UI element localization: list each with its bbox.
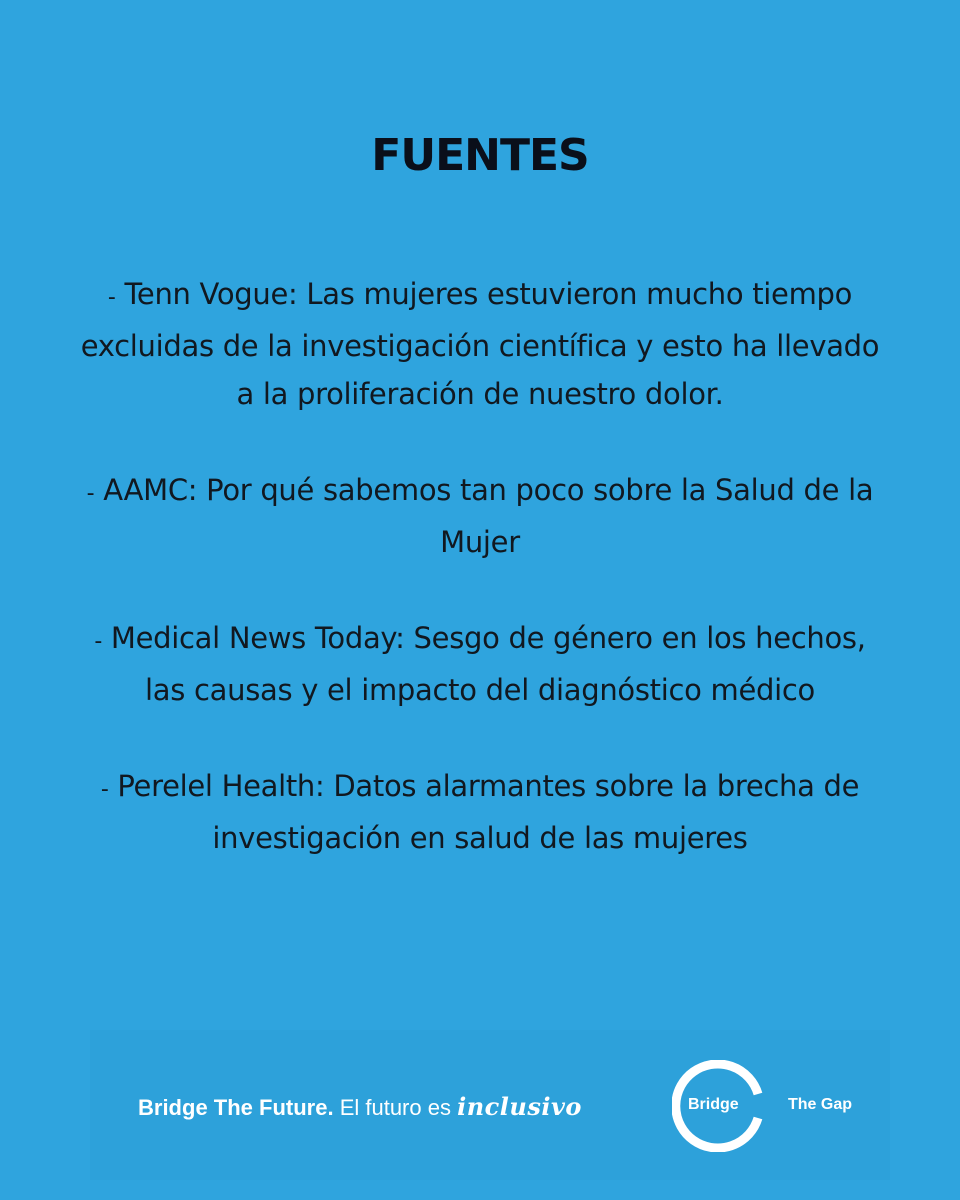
- source-dash: -: [100, 777, 109, 802]
- tagline-regular: El futuro es: [339, 1095, 451, 1120]
- source-text: Tenn Vogue: Las mujeres estuvieron mucho tiempo excluidas de la investigación científica y esto ha llevado a la proliferación de nuestro dolor.: [80, 277, 880, 411]
- source-item: [80, 466, 880, 566]
- source-text: Perelel Health: Datos alarmantes sobre la brecha de investigación en salud de las mujeres: [117, 769, 860, 855]
- sources-list: [80, 270, 880, 910]
- source-text: Medical News Today: Sesgo de género en los hechos, las causas y el impacto del diagnóstico médico: [110, 621, 866, 707]
- logo-word-left: Bridge: [688, 1096, 739, 1113]
- bridge-the-gap-logo: [672, 1060, 852, 1152]
- source-dash: -: [94, 629, 102, 654]
- page-title: FUENTES: [371, 130, 589, 181]
- footer-banner: [90, 1030, 890, 1180]
- source-dash: -: [107, 285, 116, 310]
- source-item: [80, 614, 880, 714]
- source-item: [80, 270, 880, 418]
- tagline-bold: Bridge The Future.: [138, 1095, 334, 1120]
- footer-tagline: [138, 1092, 582, 1121]
- source-dash: -: [86, 481, 95, 506]
- source-item: [80, 762, 880, 862]
- logo-word-right: The Gap: [788, 1096, 853, 1113]
- tagline-script: inclusivo: [457, 1092, 582, 1121]
- source-text: AAMC: Por qué sabemos tan poco sobre la Salud de la Mujer: [103, 473, 874, 559]
